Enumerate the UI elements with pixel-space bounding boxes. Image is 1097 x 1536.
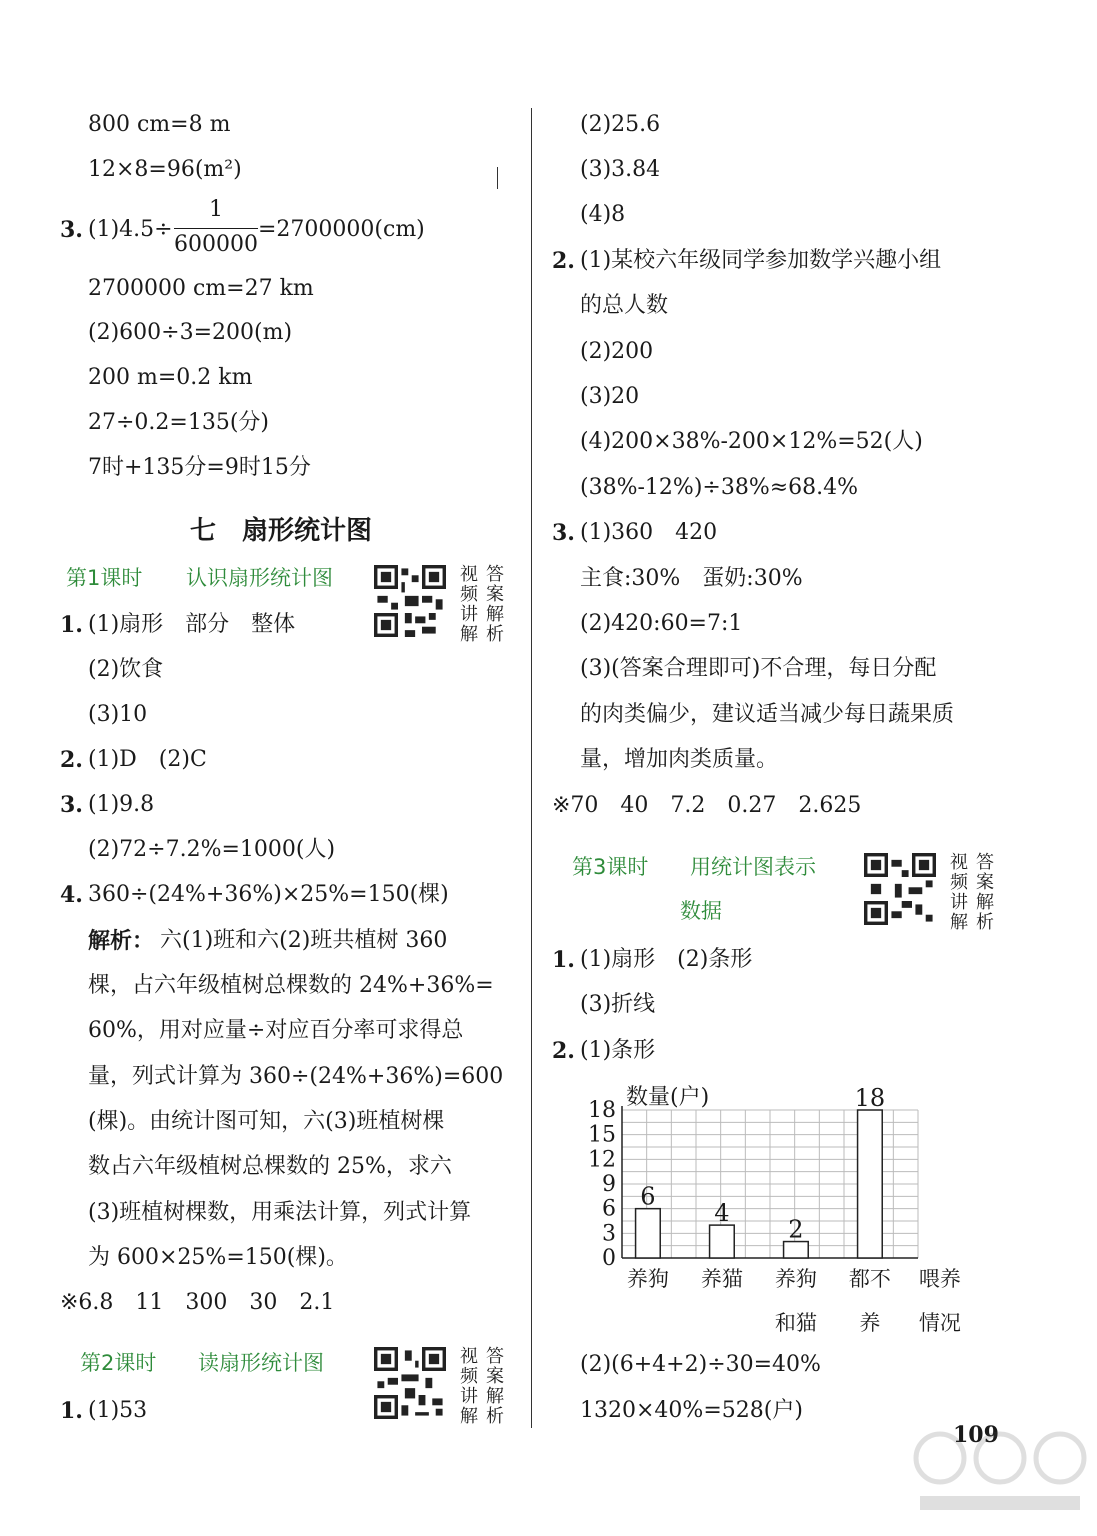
column-divider — [531, 108, 532, 1428]
explanation-line: 数占六年级植树总棵数的 25%，求六 — [88, 1154, 452, 1179]
text-line: 27÷0.2=135(分) — [88, 410, 270, 435]
text-line: 的肉类偏少，建议适当减少每日蔬果质 — [580, 702, 955, 727]
explanation-line: (3)班植树棵数，用乘法计算，列式计算 — [88, 1200, 472, 1225]
explanation-line: 60%，用对应量÷对应百分率可求得总 — [88, 1018, 464, 1043]
lesson-title: 用统计图表示 — [690, 855, 816, 879]
text-line: (1)D (2)C — [88, 747, 207, 772]
qr-caption: 视频讲解 — [460, 1346, 478, 1427]
text-line: =2700000(cm) — [258, 217, 425, 242]
qr-caption: 答案解析 — [486, 564, 504, 645]
lesson-title: 认识扇形统计图 — [186, 566, 333, 590]
question-number: 1. — [552, 947, 575, 973]
x-category-label: 情况 — [918, 1311, 961, 1335]
text-line: (2)600÷3=200(m) — [88, 320, 293, 345]
explanation-line: 棵，占六年级植树总棵数的 24%+36%= — [88, 973, 494, 998]
text-line: (38%-12%)÷38%≈68.4% — [580, 475, 859, 500]
text-line: (1)360 420 — [580, 520, 718, 545]
x-category-label: 养狗 — [774, 1267, 817, 1291]
text-line: 7时+135分=9时15分 — [88, 455, 311, 480]
lesson-title: 读扇形统计图 — [198, 1351, 324, 1375]
question-number: 3. — [60, 217, 83, 243]
watermark-logo-icon — [910, 1418, 1090, 1518]
question-number: 1. — [60, 1398, 83, 1424]
qr-caption: 答案解析 — [486, 1346, 504, 1427]
x-category-label: 喂养 — [918, 1267, 961, 1291]
text-line: (3)(答案合理即可)不合理，每日分配 — [580, 656, 937, 681]
text-line: (2)420:60=7:1 — [580, 611, 743, 636]
text-line: (1)4.5÷ — [88, 217, 173, 242]
fraction-bar — [174, 228, 258, 229]
question-number: 2. — [60, 747, 83, 773]
explanation-line: 六(1)班和六(2)班共植树 360 — [160, 928, 448, 953]
qr-code-icon[interactable] — [864, 853, 936, 925]
bar — [710, 1225, 735, 1258]
fraction-denominator: 600000 — [174, 232, 258, 257]
x-category-label: 养狗 — [626, 1267, 669, 1291]
chart-ylabel: 数量(户) — [626, 1085, 710, 1110]
text-line: 12×8=96(m²) — [88, 157, 242, 182]
text-line: (2)72÷7.2%=1000(人) — [88, 837, 336, 862]
text-line: (1)条形 — [580, 1038, 656, 1063]
fraction-numerator: 1 — [209, 197, 223, 222]
text-line: (3)3.84 — [580, 157, 661, 182]
bar — [636, 1209, 661, 1258]
page-number: 109 — [953, 1422, 999, 1448]
y-tick-label: 18 — [588, 1098, 616, 1123]
text-line: (4)200×38%-200×12%=52(人) — [580, 429, 923, 454]
text-line: (1)9.8 — [88, 792, 155, 817]
text-line: (3)折线 — [580, 992, 656, 1017]
text-line: 量，增加肉类质量。 — [580, 747, 779, 772]
text-line: (1)53 — [88, 1398, 148, 1423]
x-category-label: 养 — [859, 1311, 881, 1335]
bar — [784, 1242, 809, 1258]
text-line: (2)25.6 — [580, 112, 661, 137]
extra-answers: ※6.8 11 300 30 2.1 — [60, 1290, 335, 1315]
text-line: (2)200 — [580, 339, 654, 364]
x-category-label: 和猫 — [774, 1311, 817, 1335]
chapter-title: 七 扇形统计图 — [190, 516, 373, 546]
question-number: 2. — [552, 248, 575, 274]
text-line: 1320×40%=528(户) — [580, 1398, 803, 1423]
text-line: 360÷(24%+36%)×25%=150(棵) — [88, 882, 449, 907]
explanation-label: 解析： — [88, 928, 155, 954]
text-line: (3)10 — [88, 702, 148, 727]
question-number: 3. — [552, 520, 575, 546]
bar-data-label: 4 — [714, 1199, 730, 1228]
text-line: (4)8 — [580, 202, 626, 227]
bar-data-label: 2 — [788, 1215, 804, 1244]
qr-code-icon[interactable] — [374, 565, 446, 637]
text-line: 的总人数 — [580, 293, 669, 318]
bar-data-label: 6 — [640, 1182, 656, 1211]
y-tick-label: 12 — [588, 1147, 616, 1173]
qr-code-icon[interactable] — [374, 1347, 446, 1419]
question-number: 2. — [552, 1038, 575, 1064]
text-line: (1)扇形 部分 整体 — [88, 612, 296, 637]
text-line: (1)扇形 (2)条形 — [580, 947, 753, 972]
question-number: 3. — [60, 792, 83, 818]
y-tick-label: 6 — [602, 1196, 616, 1222]
question-number: 4. — [60, 882, 83, 908]
y-tick-label: 3 — [602, 1221, 616, 1247]
text-line: (2)饮食 — [88, 657, 164, 682]
lesson-title-cont: 数据 — [680, 899, 722, 923]
qr-caption: 答案解析 — [976, 852, 994, 933]
qr-caption: 视频讲解 — [950, 852, 968, 933]
x-category-label: 都不 — [848, 1267, 891, 1291]
x-category-label: 养猫 — [700, 1267, 743, 1291]
y-tick-label: 15 — [588, 1122, 616, 1148]
extra-answers: ※70 40 7.2 0.27 2.625 — [552, 793, 862, 818]
bar — [858, 1110, 883, 1258]
text-line: 2700000 cm=27 km — [88, 276, 314, 301]
lesson-label: 第1课时 — [66, 566, 143, 590]
text-line: (2)(6+4+2)÷30=40% — [580, 1352, 821, 1377]
lesson-label: 第3课时 — [572, 855, 649, 879]
text-line: 800 cm=8 m — [88, 112, 231, 137]
y-tick-label: 0 — [602, 1246, 616, 1271]
margin-mark — [497, 167, 498, 189]
text-line: 主食:30% 蛋奶:30% — [580, 566, 803, 591]
text-line: (3)20 — [580, 384, 640, 409]
qr-caption: 视频讲解 — [460, 564, 478, 645]
explanation-line: (棵)。由统计图可知，六(3)班植树棵 — [88, 1109, 445, 1134]
y-tick-label: 9 — [602, 1172, 616, 1197]
question-number: 1. — [60, 612, 83, 638]
text-line: 200 m=0.2 km — [88, 365, 253, 390]
explanation-line: 量，列式计算为 360÷(24%+36%)=600 — [88, 1064, 504, 1089]
lesson-label: 第2课时 — [80, 1351, 157, 1375]
bar-data-label: 18 — [854, 1084, 886, 1112]
explanation-line: 为 600×25%=150(棵)。 — [88, 1245, 348, 1270]
text-line: (1)某校六年级同学参加数学兴趣小组 — [580, 248, 942, 273]
